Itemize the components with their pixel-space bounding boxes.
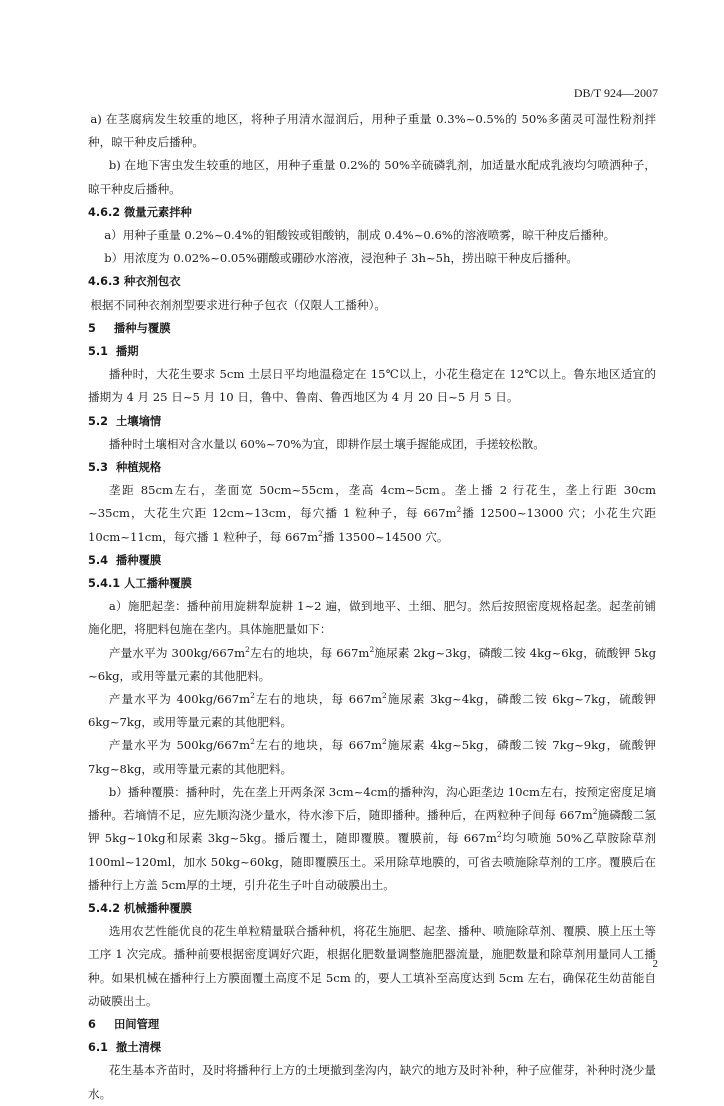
section-title: 播种与覆膜 xyxy=(114,321,171,335)
section-number: 5.2 xyxy=(88,414,109,428)
superscript: 2 xyxy=(592,807,598,817)
text-run: 施尿素 3kg~4kg，磷酸二铵 6kg~7kg，硫酸钾 6kg~7kg，或用等量元素的其他肥料。 xyxy=(88,692,656,730)
section-title: 机械播种覆膜 xyxy=(124,901,192,915)
section-number: 5.4 xyxy=(88,553,109,567)
text-run: 施尿素 4kg~5kg，磷酸二铵 7kg~9kg，硫酸钾 7kg~8kg，或用等量元素的其他肥料。 xyxy=(88,738,656,776)
text-run: 产量水平为 400kg/667m xyxy=(108,692,251,707)
paragraph: a）施肥起垄：播种前用旋耕犁旋耕 1~2 遍，做到地平、土细、肥匀。然后按照密度规格起垄。起垄前铺施化肥，将肥料包施在垄内。具体施肥量如下： xyxy=(88,599,656,637)
section-number: 6 xyxy=(88,1017,96,1031)
paragraph: b) 在地下害虫发生较重的地区，用种子重量 0.2%的 50%辛硫磷乳剂，加适量水配成乳液均匀喷洒种子，晾干种皮后播种。 xyxy=(88,158,656,196)
text-run: 左右的地块，每 667m xyxy=(254,692,382,707)
text-run: b）播种覆膜：播种时，先在垄上开两条深 3cm~4cm的播种沟，沟心距垄边 10cm左右，按预定密度足墒播种。若墒情不足，应先顺沟浇少量水，待水渗下后，随即播种。播种后，在两粒种子间每 667m xyxy=(88,784,656,823)
section-title: 播种覆膜 xyxy=(116,553,162,567)
text-run: 产量水平为 300kg/667m xyxy=(108,645,246,660)
section-number: 5.3 xyxy=(88,461,109,475)
section-title: 种衣剂包衣 xyxy=(124,275,181,289)
section-number: 5.1 xyxy=(88,345,109,359)
document-body xyxy=(88,108,656,1106)
paragraph: b）用浓度为 0.02%~0.05%硼酸或硼砂水溶液，浸泡种子 3h~5h，捞出晾干种皮后播种。 xyxy=(104,251,579,266)
superscript: 2 xyxy=(456,505,462,515)
paragraph: a) 在茎腐病发生较重的地区，将种子用清水湿润后，用种子重量 0.3%~0.5%的 50%多菌灵可湿性粉剂拌种，晾干种皮后播种。 xyxy=(88,112,656,150)
text-run: 施尿素 2kg~3kg，磷酸二铵 4kg~6kg，硫酸钾 5kg ~6kg，或用等量元素的其他肥料。 xyxy=(88,645,656,683)
section-number: 4.6.3 xyxy=(88,275,121,289)
section-title: 撤土清棵 xyxy=(116,1041,162,1055)
paragraph: a）用种子重量 0.2%~0.4%的钼酸铵或钼酸钠，制成 0.4%~0.6%的溶液喷雾，晾干种皮后播种。 xyxy=(104,228,616,243)
section-number: 4.6.2 xyxy=(88,205,121,219)
section-number: 5 xyxy=(88,321,96,335)
section-heading xyxy=(88,456,656,479)
section-title: 人工播种覆膜 xyxy=(124,577,192,591)
text-run: 垄距 85cm左右，垄面宽 50cm~55cm，垄高 4cm~5cm。垄上播 2 行花生，垄上行距 30cm ~35cm，大花生穴距 12cm~13cm，每穴播 1 粒种子，每 667m xyxy=(88,483,656,521)
paragraph: 根据不同种衣剂剂型要求进行种子包衣（仅限人工播种）。 xyxy=(90,297,386,312)
superscript: 2 xyxy=(369,644,375,654)
section-heading xyxy=(88,270,656,293)
paragraph: 花生基本齐苗时，及时将播种行上方的土埂撤到垄沟内，缺穴的地方及时补种，种子应催芽，补种时浇少量水。 xyxy=(88,1063,656,1101)
paragraph xyxy=(88,479,656,549)
section-title: 微量元素拌种 xyxy=(124,205,192,219)
section-heading xyxy=(88,317,656,340)
section-title: 播期 xyxy=(116,345,139,359)
section-heading xyxy=(88,549,656,572)
superscript: 2 xyxy=(245,644,250,654)
superscript: 2 xyxy=(318,528,323,538)
text-run: 播 12500~13000 穴；小花生穴距 10cm~11cm，每穴播 1 粒种子，每 667m xyxy=(88,506,656,544)
paragraph: 播种时土壤相对含水量以 60%~70%为宜，即耕作层土壤手握能成团，手搓较松散。 xyxy=(108,436,545,451)
page-number: 2 xyxy=(652,958,658,970)
paragraph xyxy=(88,781,656,897)
text-run: 播 13500~14500 穴。 xyxy=(322,529,449,544)
superscript: 2 xyxy=(496,830,502,840)
section-number: 6.1 xyxy=(88,1041,109,1055)
text-run: 施磷酸二氢钾 5kg~10kg和尿素 3kg~5kg。播后覆土，随即覆膜。覆膜前，每 667m xyxy=(88,808,656,846)
text-run: 左右的地块，每 667m xyxy=(254,738,382,753)
section-heading xyxy=(88,1036,656,1059)
paragraph xyxy=(88,642,656,688)
text-run: 左右的地块，每 667m xyxy=(249,645,370,660)
superscript: 2 xyxy=(381,691,387,701)
section-title: 种植规格 xyxy=(116,461,162,475)
text-run: 均匀喷施 50%乙草胺除草剂 100ml~120ml，加水 50kg~60kg，随即覆膜压土。采用除草地膜的，可省去喷施除草剂的工序。覆膜后在播种行上方盖 5cm厚的土埂，引升花生子叶自动破膜出土。 xyxy=(88,831,656,892)
section-title: 田间管理 xyxy=(114,1017,160,1031)
section-heading xyxy=(88,897,656,920)
section-heading xyxy=(88,1013,656,1036)
superscript: 2 xyxy=(250,691,255,701)
section-title: 土壤墒情 xyxy=(116,414,162,428)
section-number: 5.4.2 xyxy=(88,901,121,915)
superscript: 2 xyxy=(381,737,387,747)
section-heading xyxy=(88,340,656,363)
text-run: 产量水平为 500kg/667m xyxy=(108,738,251,753)
section-number: 5.4.1 xyxy=(88,577,121,591)
section-heading xyxy=(88,410,656,433)
document-code: DB/T 924—2007 xyxy=(573,86,658,100)
section-heading xyxy=(88,572,656,595)
paragraph xyxy=(88,734,656,780)
superscript: 2 xyxy=(250,737,255,747)
paragraph: 播种时，大花生要求 5cm 土层日平均地温稳定在 15℃以上，小花生稳定在 12℃以上。鲁东地区适宜的播期为 4 月 25 日~5 月 10 日，鲁中、鲁南、鲁西地区为 4 月 20 日~5 月 5 日。 xyxy=(88,367,656,405)
section-heading xyxy=(88,201,656,224)
paragraph xyxy=(88,688,656,734)
paragraph: 选用农艺性能优良的花生单粒精量联合播种机，将花生施肥、起垄、播种、喷施除草剂、覆膜、膜上压土等工序 1 次完成。播种前要根据密度调好穴距，根据化肥数量调整施肥器流量，施肥数量和除草剂用量同人工播种。如果机械在播种行上方膜面覆土高度不足 5cm 的，要人工填补至高度达到 5cm 左右，确保花生幼苗能自动破膜出土。 xyxy=(88,924,656,1008)
